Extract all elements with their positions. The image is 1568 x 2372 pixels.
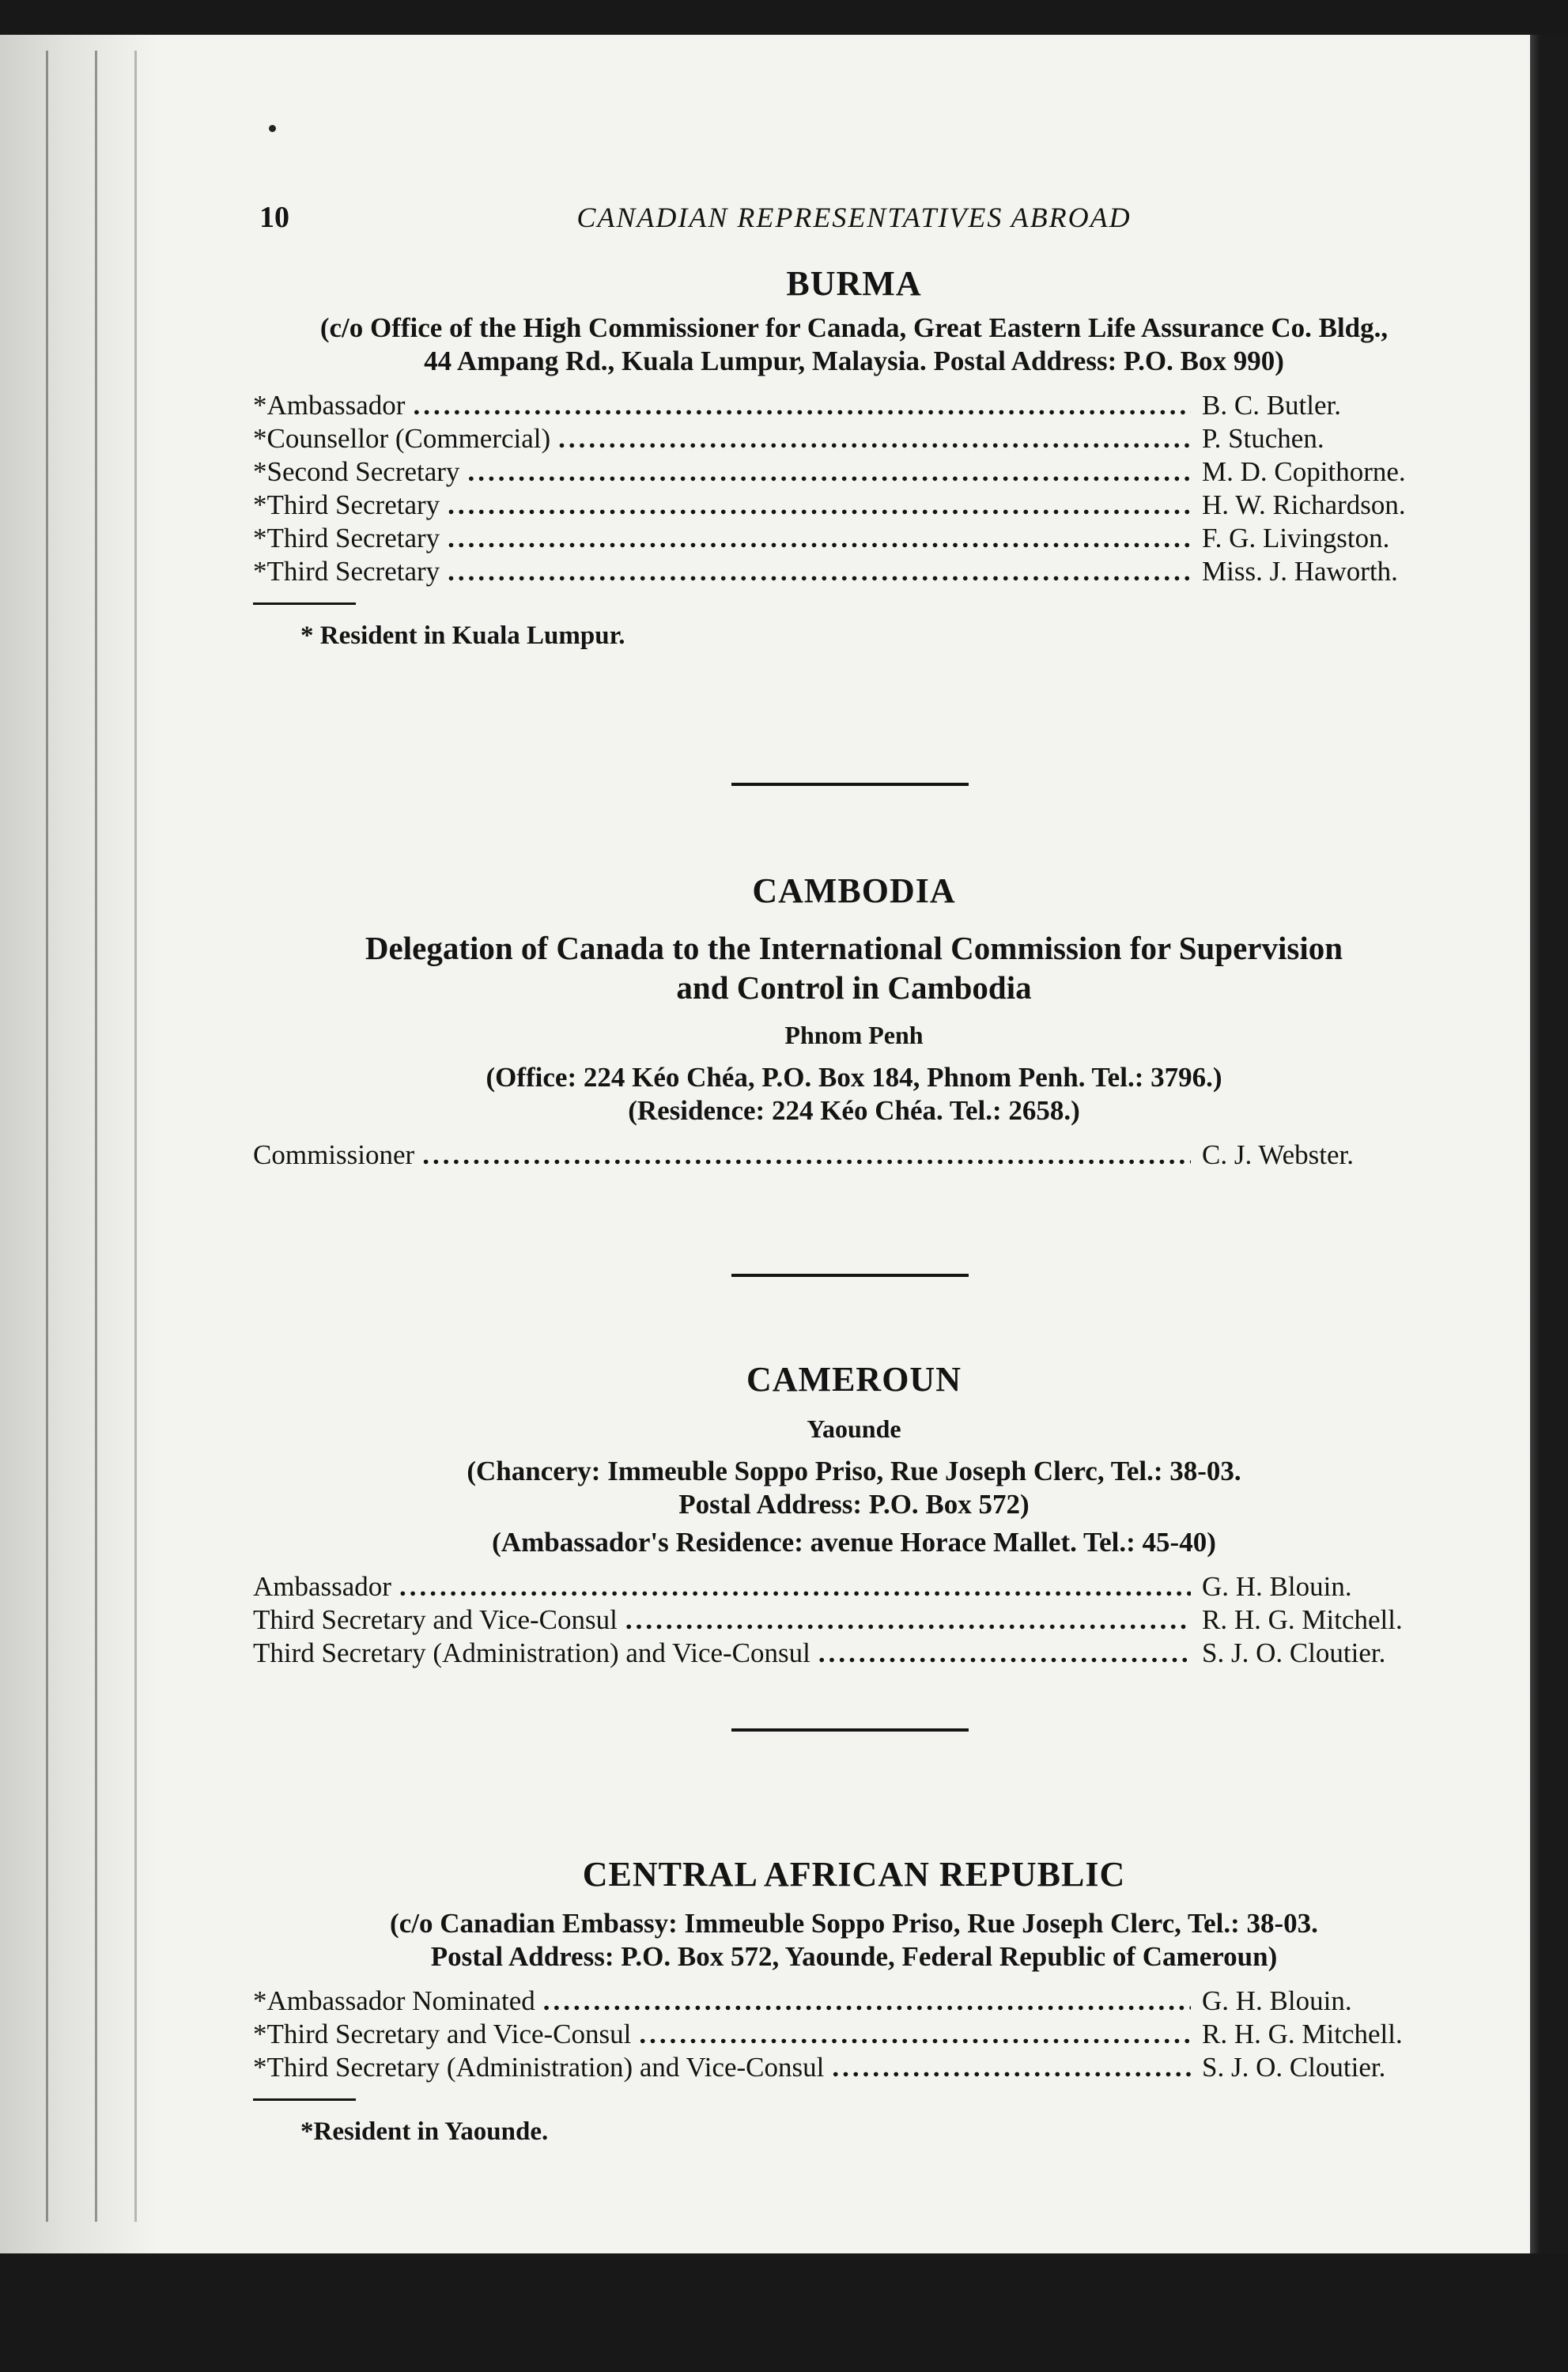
- staff-role: *Ambassador: [253, 390, 406, 421]
- footnote-rule: [253, 602, 356, 605]
- section-burma: [253, 263, 1455, 652]
- staff-role: *Third Secretary: [253, 556, 440, 587]
- leader-dots: [543, 1985, 1191, 2018]
- leader-dots: [832, 2051, 1191, 2084]
- footnote: * Resident in Kuala Lumpur.: [300, 621, 625, 650]
- section-title: CAMBODIA: [752, 871, 956, 910]
- staff-list: [253, 1985, 1455, 2084]
- staff-name: P. Stuchen.: [1202, 423, 1324, 454]
- office-address: (Office: 224 Kéo Chéa, P.O. Box 184, Phnom Penh. Tel.: 3796.): [486, 1062, 1222, 1093]
- staff-role: Third Secretary and Vice-Consul: [253, 1604, 618, 1635]
- staff-row: [253, 422, 1455, 455]
- staff-role: *Ambassador Nominated: [253, 1985, 535, 2016]
- scanned-page: [0, 35, 1530, 2253]
- section-title: BURMA: [786, 264, 922, 303]
- leader-dots: [448, 555, 1191, 588]
- staff-name: Miss. J. Haworth.: [1202, 556, 1398, 587]
- address-line: 44 Ampang Rd., Kuala Lumpur, Malaysia. Postal Address: P.O. Box 990): [424, 346, 1284, 376]
- staff-row: [253, 489, 1455, 522]
- staff-role: *Third Secretary (Administration) and Vice-Consul: [253, 2052, 825, 2083]
- leader-dots: [558, 422, 1191, 455]
- ink-speck: [269, 125, 276, 132]
- leader-dots: [625, 1603, 1191, 1637]
- staff-role: Third Secretary (Administration) and Vice-Consul: [253, 1637, 810, 1668]
- footnote-rule: [253, 2098, 356, 2101]
- staff-name: G. H. Blouin.: [1202, 1571, 1352, 1602]
- staff-row: [253, 2051, 1455, 2084]
- leader-dots: [448, 522, 1191, 555]
- staff-name: R. H. G. Mitchell.: [1202, 1604, 1403, 1635]
- leader-dots: [422, 1139, 1191, 1172]
- leader-dots: [448, 489, 1191, 522]
- staff-role: *Counsellor (Commercial): [253, 423, 551, 454]
- page-header: [253, 201, 1455, 240]
- running-title: CANADIAN REPRESENTATIVES ABROAD: [576, 202, 1132, 233]
- staff-row: [253, 1985, 1455, 2018]
- staff-name: B. C. Butler.: [1202, 390, 1341, 421]
- staff-role: *Second Secretary: [253, 456, 460, 487]
- staff-row: [253, 1139, 1455, 1172]
- staff-name: C. J. Webster.: [1202, 1139, 1354, 1170]
- mission-title: Delegation of Canada to the International Commission for Supervision: [365, 930, 1343, 966]
- staff-list: [253, 389, 1455, 588]
- staff-role: *Third Secretary: [253, 523, 440, 553]
- staff-name: F. G. Livingston.: [1202, 523, 1390, 553]
- footnote: *Resident in Yaounde.: [300, 2117, 549, 2146]
- gutter-shadow-line: [95, 51, 97, 2222]
- leader-dots: [413, 389, 1191, 422]
- section-separator: [731, 783, 969, 786]
- address-line: Postal Address: P.O. Box 572, Yaounde, Federal Republic of Cameroun): [430, 1941, 1278, 1972]
- staff-row: [253, 555, 1455, 588]
- staff-role: Commissioner: [253, 1139, 415, 1170]
- page-number: 10: [259, 201, 289, 234]
- staff-role: Ambassador: [253, 1571, 391, 1602]
- city-name: Yaounde: [807, 1415, 901, 1443]
- chancery-address: (Chancery: Immeuble Soppo Priso, Rue Joseph Clerc, Tel.: 38-03.: [467, 1456, 1241, 1486]
- section-cameroun: [253, 1358, 1455, 1670]
- leader-dots: [639, 2018, 1191, 2051]
- section-title: CAMEROUN: [746, 1360, 962, 1399]
- address-line: (c/o Canadian Embassy: Immeuble Soppo Priso, Rue Joseph Clerc, Tel.: 38-03.: [390, 1908, 1318, 1939]
- staff-row: [253, 1637, 1455, 1670]
- staff-list: [253, 1570, 1455, 1670]
- section-separator: [731, 1728, 969, 1732]
- staff-list: [253, 1139, 1455, 1172]
- staff-name: S. J. O. Cloutier.: [1202, 2052, 1386, 2083]
- book-edge: [1530, 35, 1568, 2253]
- leader-dots: [399, 1570, 1191, 1603]
- leader-dots: [467, 455, 1191, 489]
- residence-address: (Residence: 224 Kéo Chéa. Tel.: 2658.): [628, 1095, 1080, 1126]
- staff-row: [253, 2018, 1455, 2051]
- staff-row: [253, 1570, 1455, 1603]
- section-separator: [731, 1274, 969, 1277]
- section-cambodia: [253, 870, 1455, 1172]
- residence-address: (Ambassador's Residence: avenue Horace Mallet. Tel.: 45-40): [492, 1527, 1216, 1558]
- staff-row: [253, 455, 1455, 489]
- staff-row: [253, 522, 1455, 555]
- staff-row: [253, 389, 1455, 422]
- mission-title: and Control in Cambodia: [676, 969, 1032, 1006]
- leader-dots: [818, 1637, 1191, 1670]
- staff-name: S. J. O. Cloutier.: [1202, 1637, 1386, 1668]
- city-name: Phnom Penh: [784, 1021, 924, 1049]
- staff-role: *Third Secretary and Vice-Consul: [253, 2019, 632, 2049]
- section-title: CENTRAL AFRICAN REPUBLIC: [582, 1855, 1126, 1894]
- gutter-shadow-line: [46, 51, 48, 2222]
- section-central-african-republic: [253, 1853, 1455, 2148]
- address-line: (c/o Office of the High Commissioner for Canada, Great Eastern Life Assurance Co. Bldg.,: [319, 312, 1389, 343]
- gutter-shadow-line: [134, 51, 137, 2222]
- staff-row: [253, 1603, 1455, 1637]
- staff-name: R. H. G. Mitchell.: [1202, 2019, 1403, 2049]
- postal-address: Postal Address: P.O. Box 572): [678, 1489, 1030, 1520]
- staff-role: *Third Secretary: [253, 489, 440, 520]
- staff-name: G. H. Blouin.: [1202, 1985, 1352, 2016]
- staff-name: M. D. Copithorne.: [1202, 456, 1406, 487]
- staff-name: H. W. Richardson.: [1202, 489, 1406, 520]
